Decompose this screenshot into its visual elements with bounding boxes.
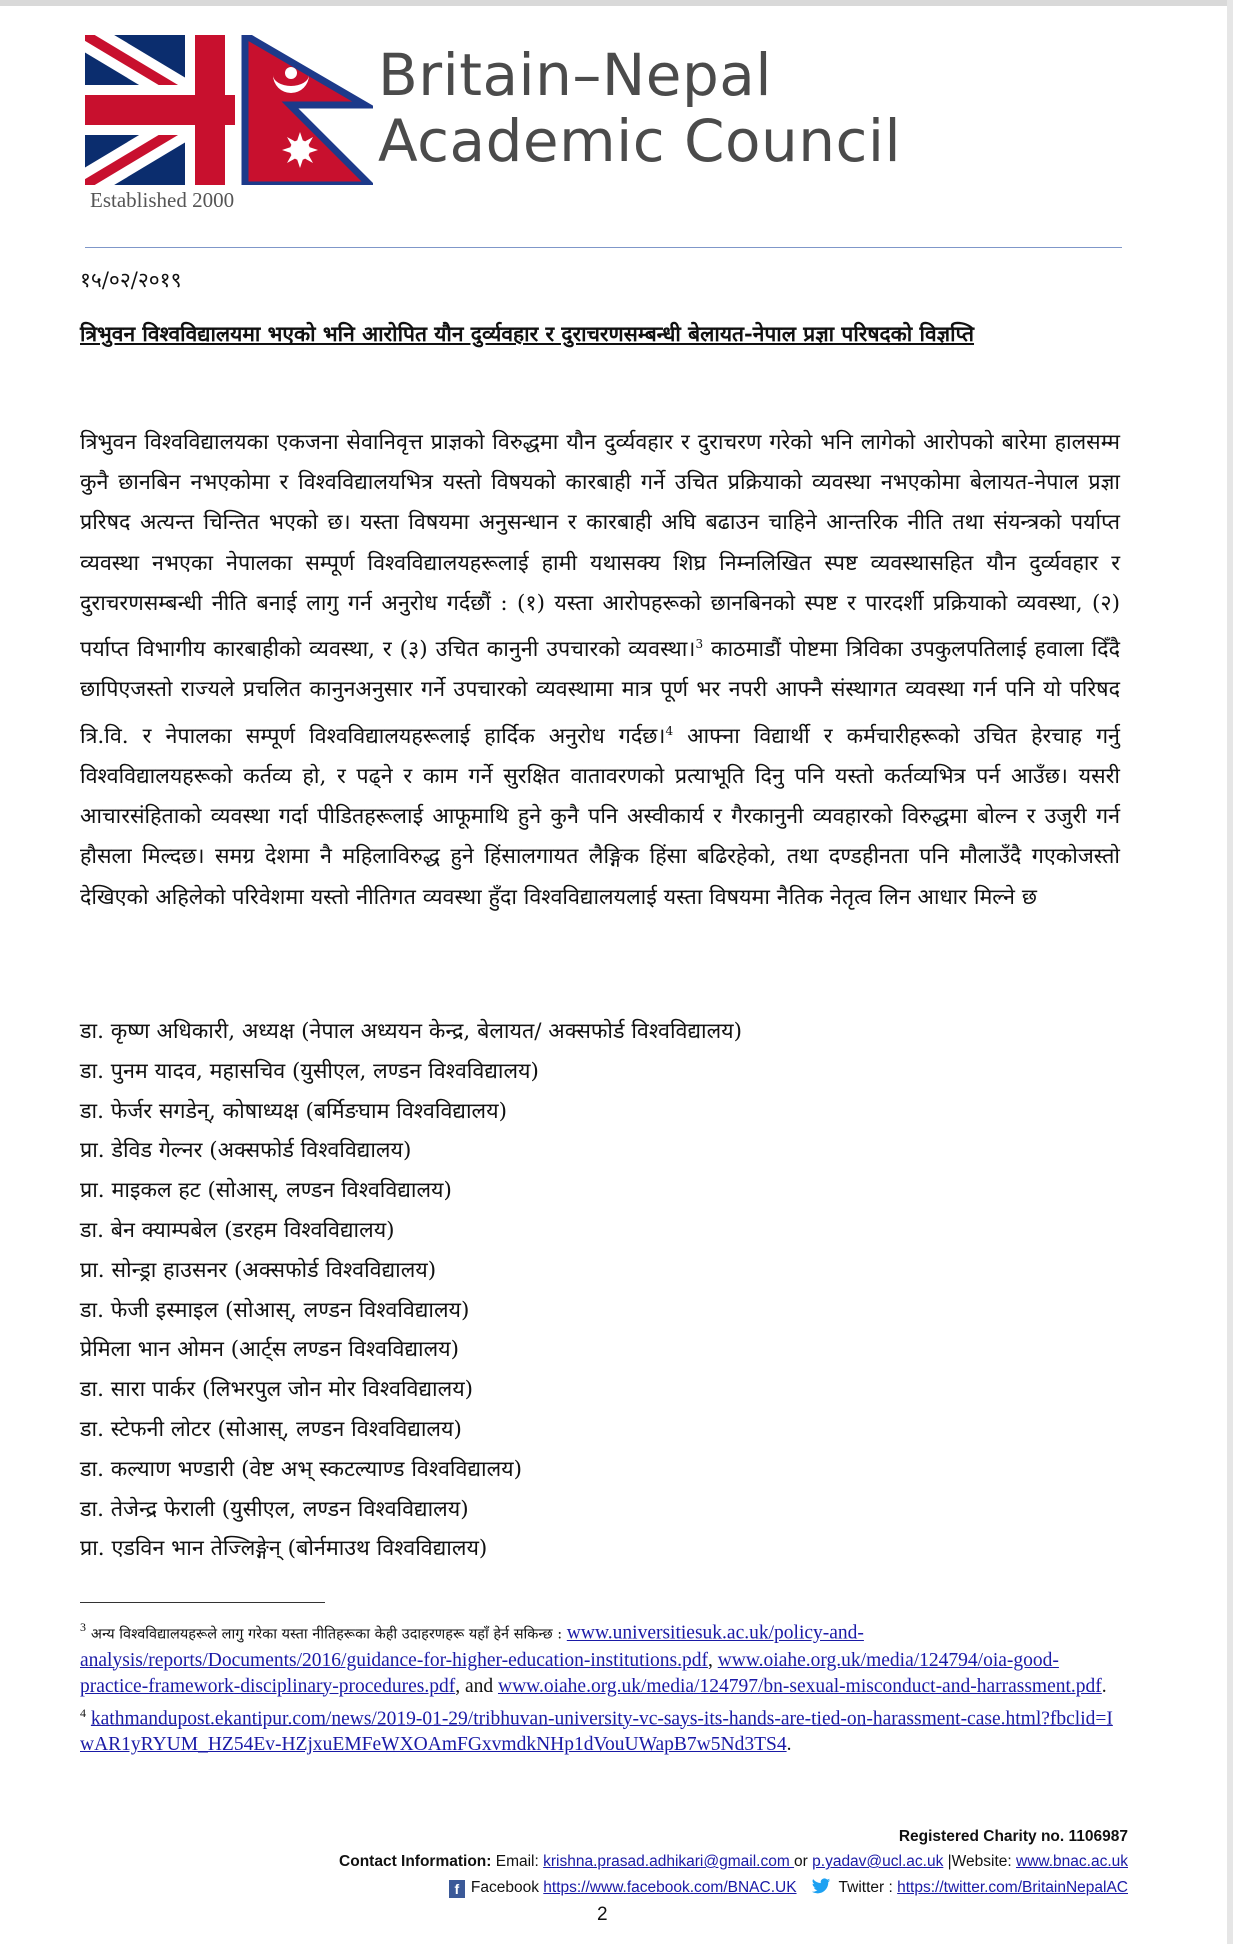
signatory-item: डा. बेन क्याम्पबेल (डरहम विश्वविद्यालय): [80, 1217, 395, 1243]
signatory-item: प्रा. एडविन भान तेज्लिङ्गेन् (बोर्नमाउथ विश्वविद्यालय): [80, 1536, 488, 1562]
page-edge-right: [1227, 0, 1233, 1944]
signatory-item: प्रा. सोन्ड्रा हाउसनर (अक्सफोर्ड विश्वविद्यालय): [80, 1257, 437, 1283]
twitter-label: Twitter :: [838, 1879, 898, 1896]
footnote-3-sep1: ,: [707, 1649, 718, 1671]
twitter-link[interactable]: https://twitter.com/BritainNepalAC: [897, 1879, 1128, 1896]
signatory-item: प्रेमिला भान ओमन (आर्ट्स लण्डन विश्वविद्यालय): [80, 1337, 460, 1363]
body-part3: आफ्ना विद्यार्थी र कर्मचारीहरूको उचित हेरचाह गर्नु विश्वविद्यालयहरूको कर्तव्य हो, र पढ्ने र काम गर्ने सुरक्षित वातावरणको प्रत्याभूति दिनु पनि यस्तो कर्तव्यभित्र पर्न आउँछ। यसरी आचारसंहिताको व्यवस्था गर्दा पीडितहरूलाई आफूमाथि हुने कुनै पनि अस्वीकार्य र गैरकानुनी व्यवहारको विरुद्धमा बोल्न र उजुरी गर्न हौसला मिल्दछ। समग्र देशमा नै महिलाविरुद्ध हुने हिंसालगायत लैङ्गिक हिंसा बढिरहेको, तथा दण्डहीनता पनि मौलाउँदै गएकोजस्तो देखिएको अहिलेको परिवेशमा यस्तो नीतिगत व्यवस्था हुँदा विश्वविद्यालयलाई यस्ता विषयमा नैतिक नेतृत्व लिन आधार मिल्ने छ: [80, 723, 1120, 910]
footnote-3-end: .: [1101, 1675, 1107, 1697]
body-paragraph: [80, 423, 1120, 918]
signatory-item: डा. पुनम यादव, महासचिव (युसीएल, लण्डन विश्वविद्यालय): [80, 1058, 539, 1084]
org-name-line1: Britain–Nepal: [378, 41, 772, 109]
facebook-label: Facebook: [470, 1879, 544, 1896]
signatory-item: प्रा. डेविड गेल्नर (अक्सफोर्ड विश्वविद्यालय): [80, 1138, 412, 1164]
signatory-item: डा. कृष्ण अधिकारी, अध्यक्ष (नेपाल अध्ययन केन्द्र, बेलायत/ अक्सफोर्ड विश्वविद्यालय): [80, 1019, 743, 1044]
footnote-divider: [80, 1602, 325, 1603]
footnote-3-link-oia-misconduct[interactable]: www.oiahe.org.uk/media/124797/bn-sexual-misconduct-and-harrassment.pdf: [497, 1675, 1102, 1697]
contact-label: Contact Information:: [339, 1853, 492, 1870]
org-name-line2: Academic Council: [378, 107, 902, 175]
bnac-logo-flag: [85, 35, 373, 185]
signatory-item: डा. तेजेन्द्र फेराली (युसीएल, लण्डन विश्वविद्यालय): [80, 1496, 469, 1522]
signatory-item: डा. स्टेफनी लोटर (सोआस्, लण्डन विश्वविद्यालय): [80, 1416, 462, 1442]
footnote-3-text: अन्य विश्वविद्यालयहरूले लागु गरेका यस्ता नीतिहरूका केही उदाहरणहरू यहाँ हेर्न सकिन्छ :: [90, 1626, 567, 1643]
social-row: [449, 1878, 1128, 1898]
signatory-item: डा. सारा पार्कर (लिभरपुल जोन मोर विश्वविद्यालय): [80, 1377, 474, 1403]
signatory-item: डा. कल्याण भण्डारी (वेष्ट अभ् स्कटल्याण्ड विश्वविद्यालय): [80, 1456, 523, 1482]
facebook-link[interactable]: https://www.facebook.com/BNAC.UK: [543, 1879, 797, 1896]
footnote-3-link-oia-framework[interactable]: www.oiahe.org.uk/media/124794/oia-good-practice-framework-disciplinary-procedures.pdf: [80, 1649, 1059, 1697]
signatory-list: [80, 1012, 742, 1569]
footnote-4-link-kathmandupost[interactable]: kathmandupost.ekantipur.com/news/2019-01-29/tribhuvan-university-vc-says-its-hands-are-tied-on-harassment-case.html?fbclid=IwAR1yRYUM_HZ54Ev-HZjxuEMFeWXOAmFGxvmdkNHp1dVouUWapB7w5Nd3TS4: [80, 1708, 1113, 1755]
email-label: Email:: [491, 1853, 544, 1870]
established-text: Established 2000: [90, 188, 235, 212]
website-link[interactable]: www.bnac.ac.uk: [1016, 1853, 1128, 1870]
twitter-icon: [811, 1878, 831, 1895]
charity-number: Registered Charity no. 1106987: [898, 1828, 1128, 1845]
contact-info-row: [339, 1853, 1128, 1871]
website-label: |Website:: [943, 1853, 1016, 1870]
footnotes: [80, 1614, 1120, 1758]
email-link-yadav[interactable]: p.yadav@ucl.ac.uk: [812, 1853, 944, 1870]
org-name: [378, 42, 901, 174]
facebook-icon: f: [449, 1880, 465, 1898]
footnote-ref-4[interactable]: 4: [665, 723, 674, 738]
email-link-krishna[interactable]: krishna.prasad.adhikari@gmail.com: [543, 1853, 795, 1870]
page-number: 2: [597, 1904, 608, 1925]
document-date: १५/०२/२०१९: [80, 268, 182, 292]
footnote-3-number: 3: [80, 1620, 86, 1634]
page-edge-top: [0, 0, 1233, 6]
footnote-3: [80, 1614, 1120, 1700]
signatory-item: डा. फेजी इस्माइल (सोआस्, लण्डन विश्वविद्यालय): [80, 1297, 470, 1323]
signatory-item: प्रा. माइकल हट (सोआस्, लण्डन विश्वविद्यालय): [80, 1178, 452, 1204]
body-part1: त्रिभुवन विश्वविद्यालयका एकजना सेवानिवृत्त प्राज्ञको विरुद्धमा यौन दुर्व्यवहार र दुराचरण गरेको भनि लागेको आरोपको बारेमा हालसम्म कुनै छानबिन नभएकोमा र विश्वविद्यालयभित्र यस्तो विषयको कारबाही गर्ने उचित प्रक्रियाको व्यवस्था नभएकोमा बेलायत-नेपाल प्रज्ञा प्ररिषद अत्यन्त चिन्तित भएको छ। यस्ता विषयमा अनुसन्धान र कारबाही अघि बढाउन चाहिने आन्तरिक नीति तथा संयन्त्रको पर्याप्त व्यवस्था नभएका नेपालका सम्पूर्ण विश्वविद्यालयहरूलाई हामी यथासक्य शिघ्र निम्नलिखित स्पष्ट व्यवस्थासहित यौन दुर्व्यवहार र दुराचरणसम्बन्धी नीति बनाई लागु गर्न अनुरोध गर्दछौं : (१) यस्ता आरोपहरूको छानबिनको स्पष्ट र पारदर्शी प्रक्रियाको व्यवस्था, (२) पर्याप्त विभागीय कारबाहीको व्यवस्था, र (३) उचित कानुनी उपचारको व्यवस्था।: [80, 430, 1120, 663]
footnote-4-number: 4: [80, 1705, 86, 1720]
header-divider: [85, 247, 1122, 248]
or-text: or: [794, 1853, 813, 1870]
document-title: त्रिभुवन विश्वविद्यालयमा भएको भनि आरोपित यौन दुर्व्यवहार र दुराचरणसम्बन्धी बेलायत-नेपाल प्रज्ञा परिषदको विज्ञप्ति: [80, 321, 975, 346]
footnote-4-end: .: [786, 1734, 792, 1755]
body-part2: काठमाडौं पोष्टमा त्रिविका उपकुलपतिलाई हवाला दिँदै छापिएजस्तो राज्यले प्रचलित कानुनअनुसार गर्ने उपचारको व्यवस्थामा मात्र पूर्ण भर नपरी आफ्नै संस्थागत व्यवस्था गर्न पनि यो परिषद त्रि.वि. र नेपालका सम्पूर्ण विश्वविद्यालयहरूलाई हार्दिक अनुरोध गर्दछ।: [80, 637, 1120, 749]
footnote-3-link-universitiesuk[interactable]: www.universitiesuk.ac.uk/policy-and-analysis/reports/Documents/2016/guidance-for-higher-education-institutions.pdf: [80, 1622, 864, 1671]
footnote-ref-3[interactable]: 3: [695, 637, 704, 652]
footnote-4: [80, 1700, 1120, 1759]
signatory-item: डा. फेर्जर सगडेन्, कोषाध्यक्ष (बर्मिङघाम विश्वविद्यालय): [80, 1098, 507, 1124]
footnote-3-sep2: , and: [455, 1675, 498, 1697]
